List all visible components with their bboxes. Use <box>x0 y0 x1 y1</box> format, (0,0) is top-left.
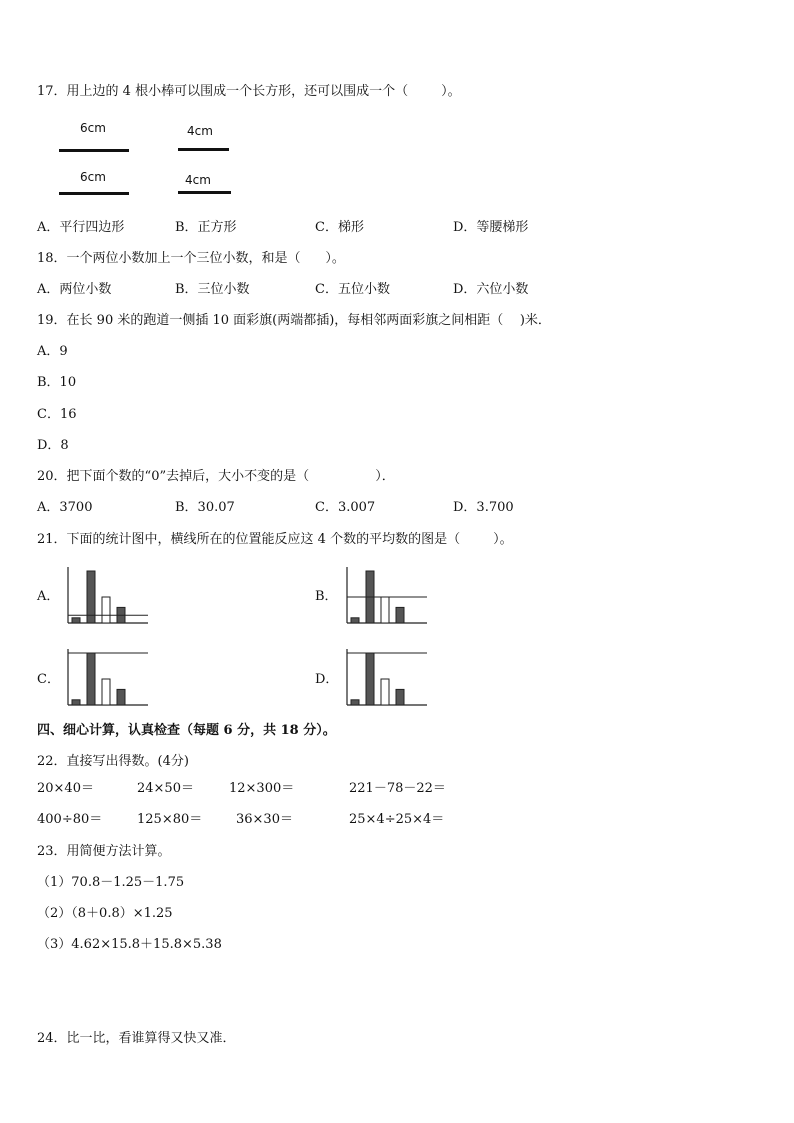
chart-bar <box>366 653 374 705</box>
q18-option-a[interactable]: A．两位小数 <box>37 282 112 297</box>
stick-label: 4cm <box>185 173 211 187</box>
q18-option-d[interactable]: D．六位小数 <box>453 282 529 297</box>
chart-bar <box>87 653 95 705</box>
q20-stem: 20．把下面个数的“0”去掉后，大小不变的是（ ）． <box>37 469 395 484</box>
chart-bar <box>351 618 359 623</box>
q21-option-b[interactable]: B． <box>315 589 338 604</box>
calc-item: 24×50＝ <box>137 781 194 796</box>
q23-item-2: （2）（8＋0.8）×1.25 <box>37 906 173 921</box>
stick-4cm <box>178 191 231 194</box>
chart-bar <box>102 679 110 705</box>
calc-item: 12×300＝ <box>229 781 295 796</box>
q19-option-c[interactable]: C．16 <box>37 407 77 422</box>
chart-bar <box>381 679 389 705</box>
q18-option-c[interactable]: C．五位小数 <box>315 282 390 297</box>
q17-option-a[interactable]: A．平行四边形 <box>37 220 125 235</box>
chart-bar <box>351 700 359 705</box>
q23-item-3: （3）4.62×15.8＋15.8×5.38 <box>37 937 222 952</box>
q17-stem: 17．用上边的 4 根小棒可以围成一个长方形，还可以围成一个（ ）。 <box>37 84 461 99</box>
q19-option-a[interactable]: A．9 <box>37 344 68 359</box>
section-title: 四、细心计算，认真检查（每题 6 分，共 18 分）。 <box>37 723 336 738</box>
q20-option-c[interactable]: C．3.007 <box>315 500 376 515</box>
calc-item: 125×80＝ <box>137 812 203 827</box>
q18-option-b[interactable]: B．三位小数 <box>175 282 250 297</box>
q22-stem: 22．直接写出得数。(4分) <box>37 754 189 769</box>
q17-option-b[interactable]: B．正方形 <box>175 220 237 235</box>
calc-item: 221－78－22＝ <box>349 781 446 796</box>
q19-option-b[interactable]: B．10 <box>37 375 77 390</box>
q19-option-d[interactable]: D．8 <box>37 438 69 453</box>
stick-6cm <box>59 192 129 195</box>
q23-item-1: （1）70.8－1.25－1.75 <box>37 875 185 890</box>
chart-bar <box>102 597 110 623</box>
q24-stem: 24．比一比，看谁算得又快又准． <box>37 1031 236 1046</box>
calc-item: 400÷80＝ <box>37 812 103 827</box>
chart-bar <box>381 597 389 623</box>
q23-stem: 23．用简便方法计算。 <box>37 844 171 859</box>
chart-bar <box>72 700 80 705</box>
q19-stem: 19．在长 90 米的跑道一侧插 10 面彩旗(两端都插)，每相邻两面彩旗之间相距（ )米． <box>37 313 551 328</box>
bar-chart-a <box>64 565 148 627</box>
q20-option-d[interactable]: D．3.700 <box>453 500 514 515</box>
q18-stem: 18．一个两位小数加上一个三位小数，和是（ ）。 <box>37 251 345 266</box>
chart-bar <box>117 689 125 705</box>
stick-6cm <box>59 149 129 152</box>
q17-option-c[interactable]: C．梯形 <box>315 220 364 235</box>
chart-bar <box>72 618 80 623</box>
bar-chart-b <box>343 565 427 627</box>
q20-option-a[interactable]: A．3700 <box>37 500 93 515</box>
stick-label: 4cm <box>187 124 213 138</box>
q21-option-d[interactable]: D． <box>315 672 339 687</box>
stick-label: 6cm <box>80 170 106 184</box>
bar-chart-d <box>343 647 427 709</box>
bar-chart-c <box>64 647 148 709</box>
q20-option-b[interactable]: B．30.07 <box>175 500 235 515</box>
chart-bar <box>396 607 404 623</box>
q21-option-c[interactable]: C． <box>37 672 60 687</box>
calc-item: 20×40＝ <box>37 781 94 796</box>
q17-option-d[interactable]: D．等腰梯形 <box>453 220 529 235</box>
stick-4cm <box>178 148 229 151</box>
stick-label: 6cm <box>80 121 106 135</box>
q21-stem: 21．下面的统计图中，横线所在的位置能反应这 4 个数的平均数的图是（ ）。 <box>37 532 513 547</box>
q21-option-a[interactable]: A． <box>37 589 60 604</box>
calc-item: 36×30＝ <box>236 812 293 827</box>
chart-bar <box>396 689 404 705</box>
calc-item: 25×4÷25×4＝ <box>349 812 445 827</box>
